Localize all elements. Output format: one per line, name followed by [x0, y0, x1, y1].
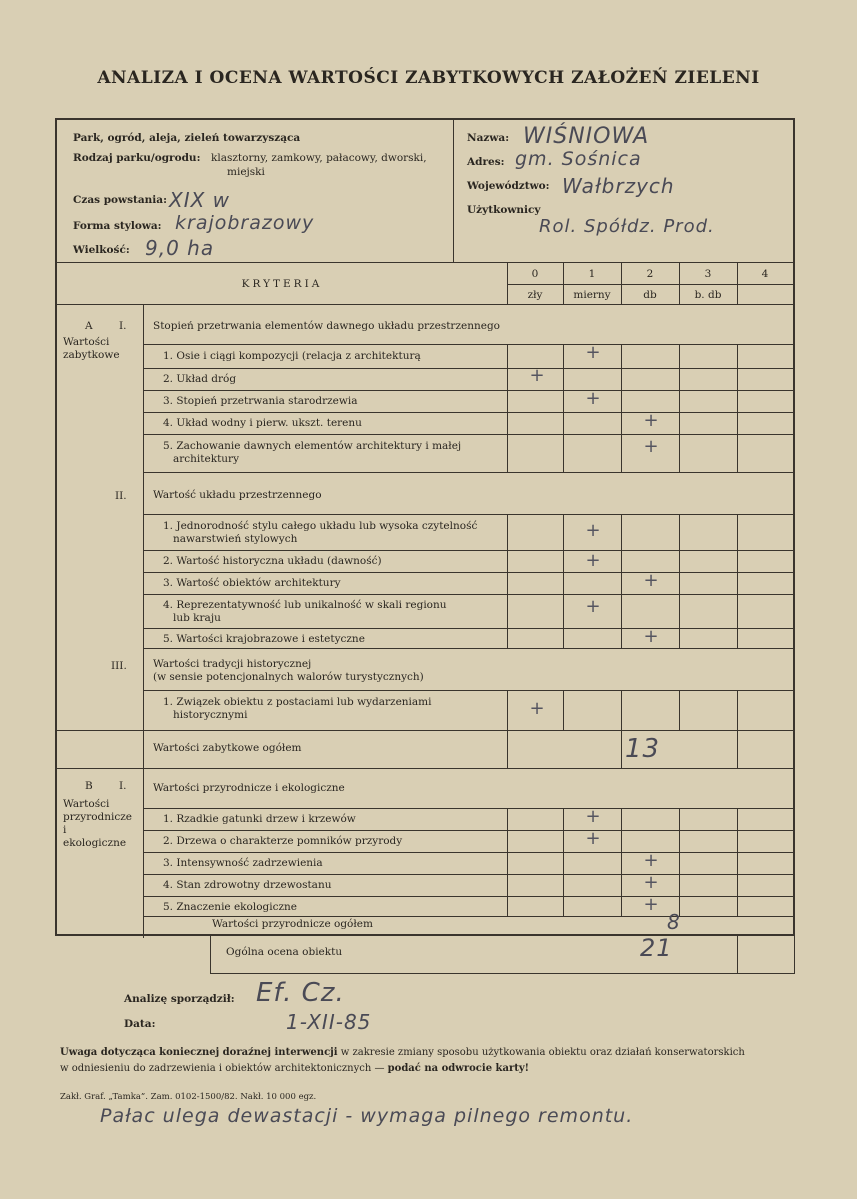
- kryteria-header: KRYTERIA: [241, 278, 323, 290]
- uwaga-rest: w zakresie zmiany sposobu użytkowania obiektu oraz działań konserwatorskich: [340, 1047, 745, 1058]
- mark-a2-5: +: [643, 626, 659, 647]
- col-3-num: 3: [704, 268, 712, 280]
- mark-a2-1: +: [585, 520, 601, 541]
- group-przyroda: Wartości przyrodnicze i ekologiczne: [153, 782, 345, 794]
- nazwa-value: WIŚNIOWA: [523, 124, 650, 149]
- uwaga-bold2: podać na odwrocie karty!: [387, 1063, 530, 1074]
- rodzaj-options: klasztorny, zamkowy, pałacowy, dworski,: [211, 152, 427, 164]
- mark-a1-5: +: [643, 436, 659, 457]
- criterion-a2-5: 5. Wartości krajobrazowe i estetyczne: [163, 633, 365, 645]
- data-value: 1-XII-85: [286, 1010, 372, 1034]
- forma-value: krajobrazowy: [175, 212, 315, 234]
- mark-a1-2: +: [529, 365, 545, 386]
- criterion-b1-3: 3. Intensywność zadrzewienia: [163, 857, 323, 869]
- section-b-label: Wartości przyrodnicze i ekologiczne: [63, 798, 133, 849]
- col-2-num: 2: [646, 268, 654, 280]
- criterion-a1-4: 4. Układ wodny i pierw. ukszt. terenu: [163, 417, 362, 429]
- adres-label: Adres:: [467, 156, 505, 168]
- section-b-i: I.: [119, 780, 127, 792]
- total-b-label: Wartości przyrodnicze ogółem: [212, 918, 373, 930]
- mark-a3-1: +: [529, 698, 545, 719]
- mark-b1-5: +: [643, 894, 659, 915]
- criterion-a1-1: 1. Osie i ciągi kompozycji (relacja z architekturą: [163, 350, 421, 362]
- mark-b1-4: +: [643, 872, 659, 893]
- total-a-value: 13: [625, 734, 661, 764]
- section-b-letter: B: [85, 780, 93, 792]
- criterion-a2-1-cont: nawarstwień stylowych: [173, 533, 298, 545]
- group-przetrwanie: Stopień przetrwania elementów dawnego układu przestrzennego: [153, 320, 500, 332]
- col-2-name: db: [643, 289, 657, 301]
- section-a-i: I.: [119, 320, 127, 332]
- col-0-name: zły: [527, 289, 543, 301]
- criterion-a1-2: 2. Układ dróg: [163, 373, 237, 385]
- czas-value: XIX w: [169, 188, 231, 212]
- criterion-a3-1-cont: historycznymi: [173, 709, 248, 721]
- col-1-name: mierny: [573, 289, 611, 301]
- total-a-label: Wartości zabytkowe ogółem: [153, 742, 302, 754]
- criterion-b1-4: 4. Stan zdrowotny drzewostanu: [163, 879, 332, 891]
- group-tradycja: Wartości tradycji historycznej: [153, 658, 312, 670]
- section-a-ii: II.: [115, 490, 127, 502]
- uwaga-note: [60, 1045, 800, 1077]
- criterion-a2-4-cont: lub kraju: [173, 612, 221, 624]
- adres-value: gm. Sośnica: [515, 148, 642, 170]
- uwaga-line2: w odniesieniu do zadrzewienia i obiektów architektonicznych —: [60, 1063, 385, 1074]
- col-3-name: b. db: [694, 289, 722, 301]
- criterion-b1-2: 2. Drzewa o charakterze pomników przyrody: [163, 835, 403, 847]
- uzytkownicy-value: Rol. Spółdz. Prod.: [539, 216, 715, 237]
- data-label: Data:: [124, 1018, 156, 1030]
- col-4-num: 4: [761, 268, 769, 280]
- wojewodztwo-label: Województwo:: [467, 180, 550, 192]
- analiza-signature: Ef. Cz.: [256, 978, 345, 1008]
- form-frame: [55, 118, 795, 936]
- forma-label: Forma stylowa:: [73, 220, 162, 232]
- mark-b1-3: +: [643, 850, 659, 871]
- mark-a1-1: +: [585, 342, 601, 363]
- criterion-a2-4: 4. Reprezentatywność lub unikalność w skali regionu: [163, 599, 447, 611]
- total-b-value: 8: [667, 910, 681, 934]
- group-uklad: Wartość układu przestrzennego: [153, 489, 322, 501]
- wielkosc-value: 9,0 ha: [145, 236, 215, 260]
- criterion-b1-5: 5. Znaczenie ekologiczne: [163, 901, 298, 913]
- criterion-a1-3: 3. Stopień przetrwania starodrzewia: [163, 395, 358, 407]
- mark-a1-4: +: [643, 410, 659, 431]
- uwaga-bold: Uwaga dotycząca koniecznej doraźnej interwencji: [60, 1047, 338, 1058]
- section-a-letter: A: [85, 320, 93, 332]
- rodzaj-label: Rodzaj parku/ogrodu:: [73, 152, 201, 164]
- analiza-label: Analizę sporządził:: [124, 993, 235, 1005]
- overall-value: 21: [640, 934, 673, 962]
- criterion-a3-1: 1. Związek obiektu z postaciami lub wydarzeniami: [163, 696, 432, 708]
- wielkosc-label: Wielkość:: [73, 244, 130, 256]
- czas-label: Czas powstania:: [73, 194, 167, 206]
- page-title: ANALIZA I OCENA WARTOŚCI ZABYTKOWYCH ZAŁOŻEŃ ZIELENI: [97, 68, 760, 88]
- rodzaj-options-2: miejski: [227, 166, 265, 178]
- mark-a1-3: +: [585, 388, 601, 409]
- section-a-iii: III.: [111, 660, 127, 672]
- overall-divider: [737, 934, 738, 974]
- mark-a2-4: +: [585, 596, 601, 617]
- col-1-num: 1: [588, 268, 596, 280]
- section-a-label: Wartości zabytkowe: [63, 336, 120, 361]
- criterion-a2-1: 1. Jednorodność stylu całego układu lub wysoka czytelność: [163, 520, 478, 532]
- mark-a2-3: +: [643, 570, 659, 591]
- mark-b1-1: +: [585, 806, 601, 827]
- group-tradycja-sub: (w sensie potencjonalnych walorów turystycznych): [153, 671, 424, 683]
- wojewodztwo-value: Wałbrzych: [562, 174, 675, 198]
- park-label: Park, ogród, aleja, zieleń towarzysząca: [73, 132, 301, 144]
- print-info: Zakł. Graf. „Tamka”. Zam. 0102-1500/82. Nakł. 10 000 egz.: [60, 1092, 317, 1102]
- uzytkownicy-label: Użytkownicy: [467, 204, 541, 216]
- col-0-num: 0: [531, 268, 539, 280]
- handwritten-note: Pałac ulega dewastacji - wymaga pilnego remontu.: [100, 1105, 634, 1127]
- criterion-a1-5-cont: architektury: [173, 453, 240, 465]
- mark-b1-2: +: [585, 828, 601, 849]
- criterion-b1-1: 1. Rzadkie gatunki drzew i krzewów: [163, 813, 356, 825]
- mark-a2-2: +: [585, 550, 601, 571]
- criterion-a2-3: 3. Wartość obiektów architektury: [163, 577, 341, 589]
- criterion-a1-5: 5. Zachowanie dawnych elementów architektury i małej: [163, 440, 462, 452]
- overall-label: Ogólna ocena obiektu: [226, 946, 343, 958]
- criterion-a2-2: 2. Wartość historyczna układu (dawność): [163, 555, 382, 567]
- nazwa-label: Nazwa:: [467, 132, 510, 144]
